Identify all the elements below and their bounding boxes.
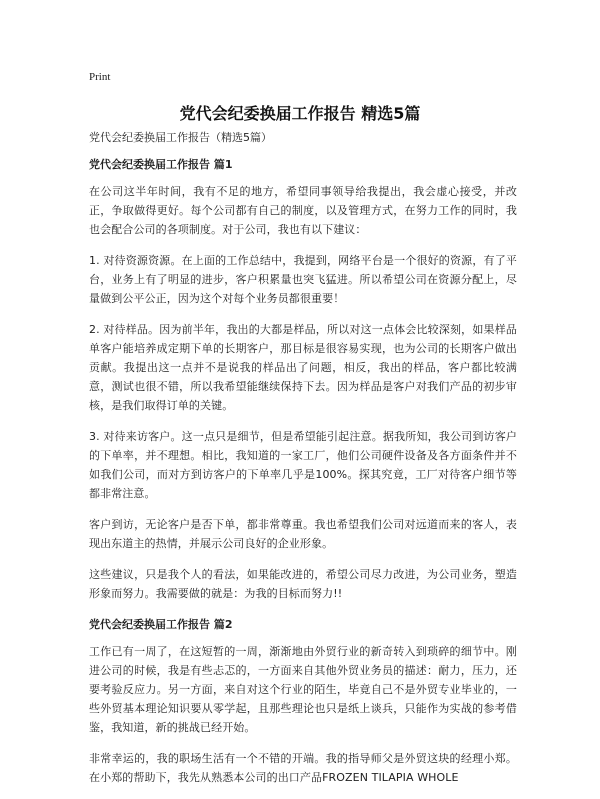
paragraph: 2. 对待样品。因为前半年，我出的大都是样品，所以对这一点体会比较深刻，如果样品单客户能培养成定期下单的长期客户，那目标是很容易实现，也为公司的长期客户做出贡献。我提出这一点并不是说我的样品出了问题，相反，我出的样品，客户都比较满意，测试也很不错，所以我希望能继续保持下去。因为样品是客户对我们产品的初步审核，是我们取得订单的关键。 <box>89 323 517 412</box>
paragraph: 这些建议，只是我个人的看法，如果能改进的，希望公司尽力改进，为公司业务，塑造形象而努力。我需要做的就是：为我的目标而努力!! <box>89 568 517 600</box>
page-title: 党代会纪委换届工作报告 精选5篇 <box>179 104 421 123</box>
document-body <box>89 128 517 799</box>
paragraph: 3. 对待来访客户。这一点只是细节，但是希望能引起注意。据我所知，我公司到访客户的下单率，并不理想。相比，我知道的一家工厂，他们公司硬件设备及各方面条件并不如我们公司，而对方到访客户的下单率几乎是100%。探其究竟，工厂对待客户细节等都非常注意。 <box>89 430 517 500</box>
paragraph: 工作已有一周了，在这短暂的一周，渐渐地由外贸行业的新奇转入到琐碎的细节中。刚进公司的时候，我是有些忐忑的，一方面来自其他外贸业务员的描述：耐力，压力，还要考验反应力。另一方面，来自对这个行业的陌生，毕竟自己不是外贸专业毕业的，一些外贸基本理论知识要从零学起，且那些理论也只是纸上谈兵，只能作为实战的参考借鉴，我知道，新的挑战已经开始。 <box>89 645 517 734</box>
section-heading: 党代会纪委换届工作报告 篇2 <box>89 618 233 631</box>
paragraph: 在公司这半年时间，我有不足的地方，希望同事领导给我提出，我会虚心接受，并改正，争取做得更好。每个公司都有自己的制度，以及管理方式，在努力工作的同时，我也会配合公司的各项制度。对于公司，我也有以下建议： <box>89 185 517 236</box>
document-subtitle: 党代会纪委换届工作报告（精选5篇） <box>89 131 272 144</box>
section-1 <box>89 155 517 603</box>
paragraph: 客户到访，无论客户是否下单，都非常尊重。我也希望我们公司对远道而来的客人，表现出东道主的热情，并展示公司良好的企业形象。 <box>89 518 517 550</box>
print-link[interactable]: Print <box>89 71 111 83</box>
paragraph: 1. 对待资源资源。在上面的工作总结中，我提到，网络平台是一个很好的资源，有了平台，业务上有了明显的进步，客户积累量也突飞猛进。所以希望公司在资源分配上，尽量做到公平公正，因为这个对每个业务员都很重要！ <box>89 254 517 305</box>
section-heading: 党代会纪委换届工作报告 篇1 <box>89 158 233 171</box>
paragraph: 非常幸运的，我的职场生活有一个不错的开端。我的指导师父是外贸这块的经理小郑。在小郑的帮助下，我先从熟悉本公司的出口产品FROZEN TILAPIA WHOLE <box>89 752 517 784</box>
section-2 <box>89 615 517 787</box>
